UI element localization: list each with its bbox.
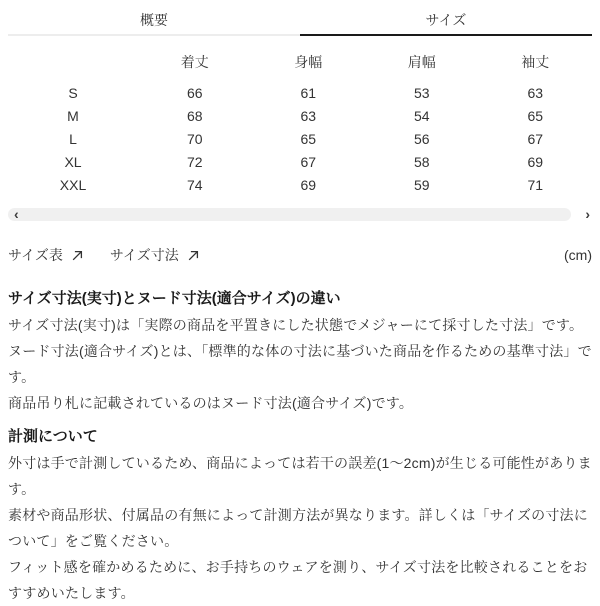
value-cell: 72 [186, 153, 203, 170]
paragraph: サイズ寸法(実寸)は「実際の商品を平置きにした状態でメジャーにて採寸した寸法」です。 [8, 317, 584, 333]
unit-label: (cm) [564, 247, 592, 263]
value-cell: 54 [413, 107, 430, 124]
external-link-icon [71, 249, 84, 262]
column-header-shoulder-width: 肩幅 [407, 54, 436, 70]
value-cell: 70 [186, 130, 203, 147]
size-dimensions-link-label: サイズ寸法 [109, 247, 179, 263]
value-cell: 67 [300, 153, 317, 170]
section-measurement [8, 428, 592, 606]
size-label: S [68, 84, 78, 101]
size-label: XXL [59, 176, 87, 193]
value-cell: 74 [186, 176, 203, 193]
value-cell: 58 [413, 153, 430, 170]
value-cell: 63 [300, 107, 317, 124]
links-row [8, 245, 592, 265]
table-row [8, 173, 592, 196]
external-link-icon [187, 249, 200, 262]
scroll-left-icon[interactable]: ‹ [14, 206, 19, 222]
size-table-header-row [8, 52, 592, 81]
size-chart-link-label: サイズ表 [8, 247, 63, 263]
table-row [8, 81, 592, 104]
value-cell: 69 [527, 153, 544, 170]
section-heading: サイズ寸法(実寸)とヌード寸法(適合サイズ)の違い [8, 290, 341, 307]
value-cell: 59 [413, 176, 430, 193]
table-row [8, 104, 592, 127]
column-header-body-width: 身幅 [294, 54, 323, 70]
value-cell: 71 [527, 176, 544, 193]
value-cell: 68 [186, 107, 203, 124]
size-table [8, 52, 592, 196]
column-header-length: 着丈 [180, 54, 209, 70]
tab-size[interactable]: サイズ [300, 0, 592, 36]
paragraph: 商品吊り札に記載されているのはヌード寸法(適合サイズ)です。 [8, 395, 414, 411]
value-cell: 56 [413, 130, 430, 147]
header-empty-cell [8, 52, 138, 81]
table-row [8, 127, 592, 150]
size-label: XL [64, 153, 82, 170]
paragraph: フィット感を確かめるために、お手持ちのウェアを測り、サイズ寸法を比較されることをおすすめいたします。 [8, 559, 588, 601]
size-label: L [69, 130, 77, 147]
size-dimensions-link[interactable] [110, 245, 200, 265]
value-cell: 69 [300, 176, 317, 193]
value-cell: 67 [527, 130, 544, 147]
scroll-right-icon[interactable]: › [585, 206, 590, 222]
value-cell: 53 [413, 84, 430, 101]
scrollbar-track[interactable] [8, 208, 571, 221]
value-cell: 65 [527, 107, 544, 124]
value-cell: 61 [300, 84, 317, 101]
tab-bar [8, 0, 592, 36]
horizontal-scrollbar [8, 207, 592, 221]
paragraph: ヌード寸法(適合サイズ)とは、「標準的な体の寸法に基づいた商品を作るための基準寸法」です。 [8, 343, 592, 385]
paragraph: 外寸は手で計測しているため、商品によっては若干の誤差(1〜2cm)が生じる可能性があります。 [8, 455, 592, 497]
section-size-definition [8, 290, 592, 416]
column-header-sleeve-length: 袖丈 [521, 54, 550, 70]
section-heading: 計測について [8, 428, 98, 445]
size-label: M [67, 107, 79, 124]
table-row [8, 150, 592, 173]
value-cell: 63 [527, 84, 544, 101]
size-chart-link[interactable] [8, 245, 84, 265]
tab-overview[interactable]: 概要 [8, 0, 300, 36]
value-cell: 66 [186, 84, 203, 101]
paragraph: 素材や商品形状、付属品の有無によって計測方法が異なります。詳しくは「サイズの寸法について」をご覧ください。 [8, 507, 588, 549]
value-cell: 65 [300, 130, 317, 147]
